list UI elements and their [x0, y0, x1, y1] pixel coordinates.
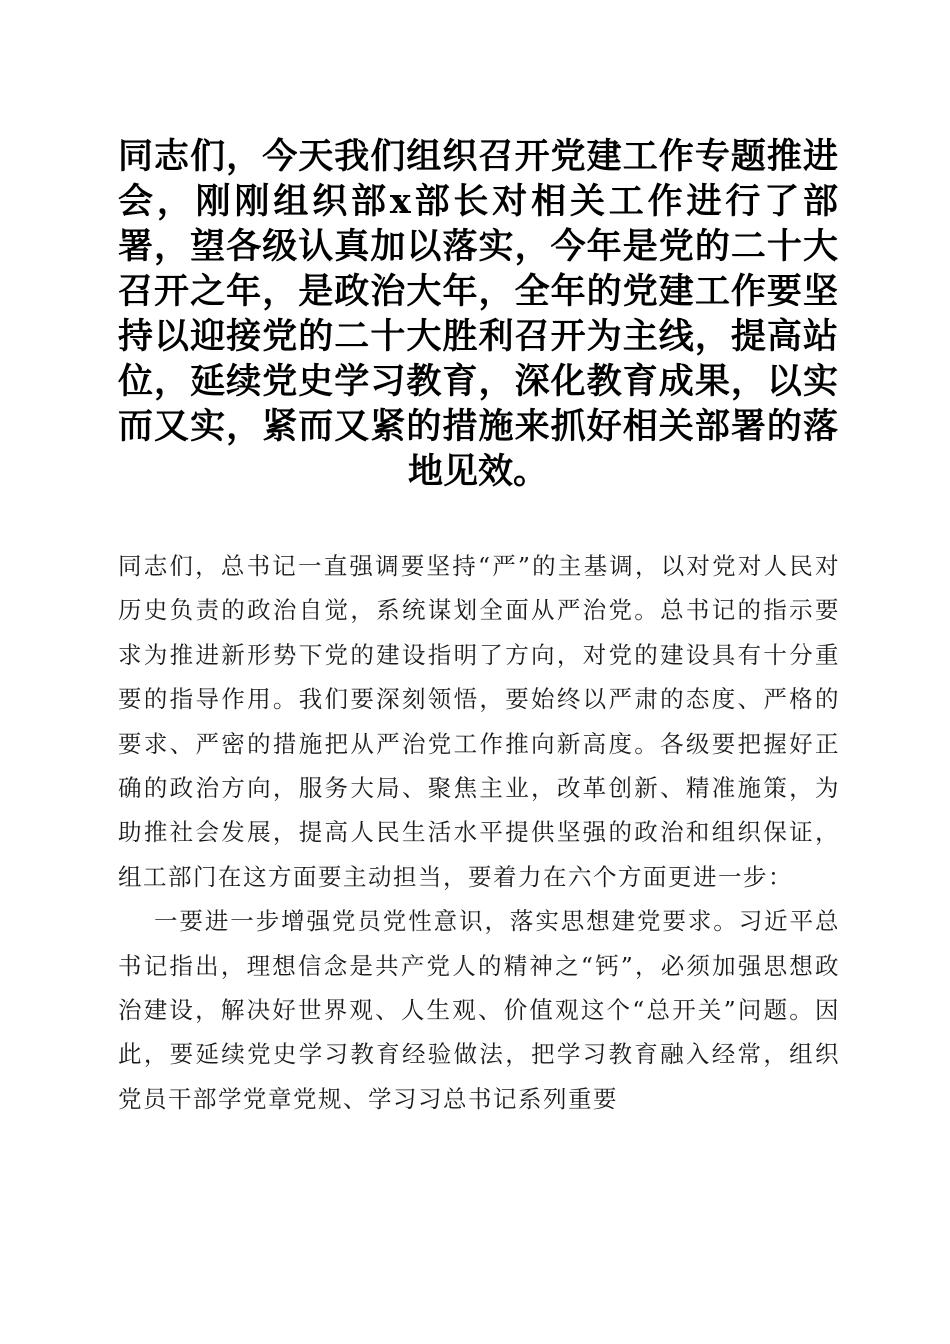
- document-heading: 同志们，今天我们组织召开党建工作专题推进会，刚刚组织部x部长对相关工作进行了部署，望各级认真加以落实，今年是党的二十大召开之年，是政治大年，全年的党建工作要坚持以迎接党的二十大胜利召开为主线，提高站位，延续党史学习教育，深化教育成果，以实而又实，紧而又紧的措施来抓好相关部署的落地见效。: [118, 136, 838, 492]
- document-body: [118, 544, 840, 1121]
- body-paragraph-2: 一要进一步增强党员党性意识，落实思想建党要求。习近平总书记指出，理想信念是共产党人的精神之“钙”，必须加强思想政治建设，解决好世界观、人生观、价值观这个“总开关”问题。因此，要延续党史学习教育经验做法，把学习教育融入经常，组织党员干部学党章党规、学习习总书记系列重要: [118, 907, 840, 1113]
- body-paragraph-1: 同志们，总书记一直强调要坚持“严”的主基调，以对党对人民对历史负责的政治自觉，系统谋划全面从严治党。总书记的指示要求为推进新形势下党的建设指明了方向，对党的建设具有十分重要的指导作用。我们要深刻领悟，要始终以严肃的态度、严格的要求、严密的措施把从严治党工作推向新高度。各级要把握好正确的政治方向，服务大局、聚焦主业，改革创新、精准施策，为助推社会发展，提高人民生活水平提供坚强的政治和组织保证，组工部门在这方面要主动担当，要着力在六个方面更进一步：: [118, 552, 840, 891]
